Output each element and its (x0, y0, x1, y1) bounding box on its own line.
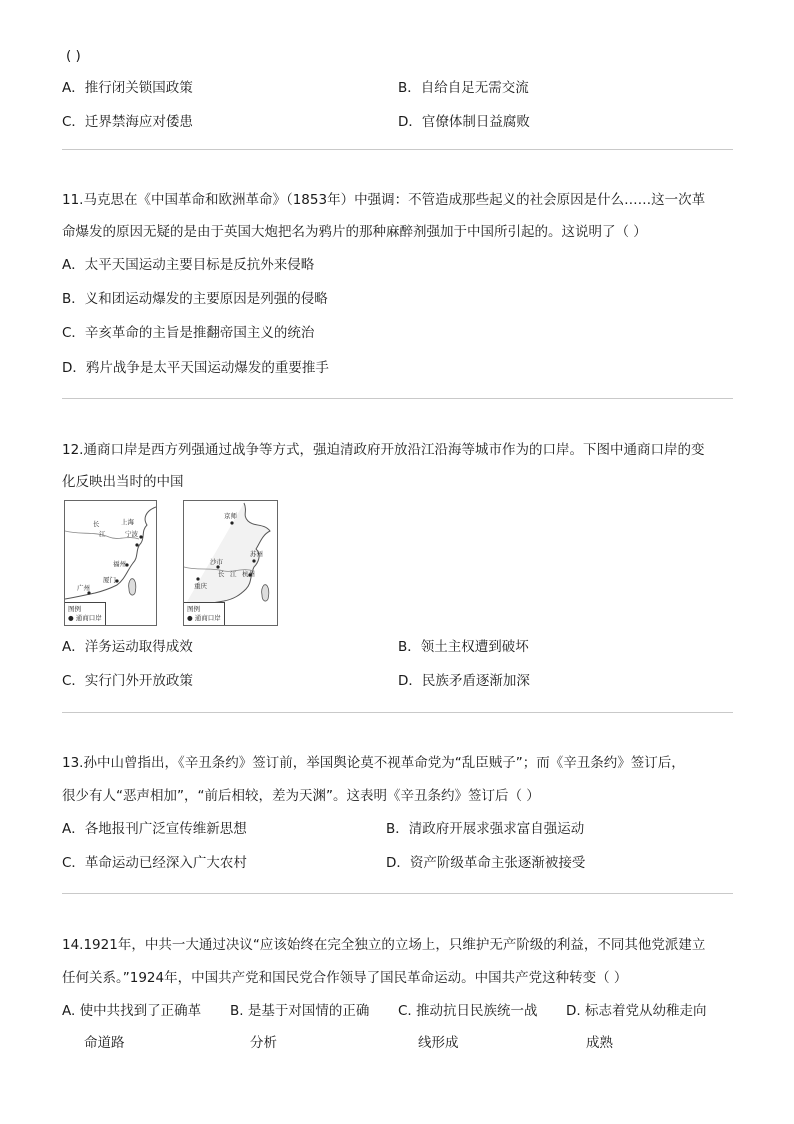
q14-option-c-line1[interactable]: C. 推动抗日民族统一战 (398, 1003, 538, 1019)
map1-label-jiang: 江 (99, 530, 106, 538)
q11-option-a[interactable]: A．太平天国运动主要目标是反抗外来侵略 (62, 257, 315, 273)
divider (62, 712, 733, 713)
q13-stem-line1: 13.孙中山曾指出，《辛丑条约》签订前，举国舆论莫不视革命党为“乱臣贼子”；而《辛丑条约》签订后， (62, 755, 685, 771)
q14-option-d-line2[interactable]: 成熟 (586, 1035, 613, 1051)
q12-stem-line1: 12.通商口岸是西方列强通过战争等方式，强迫清政府开放沿江沿海等城市作为的口岸。下图中通商口岸的变 (62, 442, 705, 458)
q12-option-a[interactable]: A．洋务运动取得成效 (62, 639, 193, 655)
map2-legend (184, 602, 225, 625)
q14-option-a-line1[interactable]: A. 使中共找到了正确革 (62, 1003, 202, 1019)
map-treaty-ports-after (183, 500, 278, 626)
map1-legend-item: ● 通商口岸 (68, 614, 102, 622)
map2-label-jingshi: 京师 (224, 512, 237, 520)
map2-legend-title: 图例 (187, 605, 200, 613)
q14-option-a-line2[interactable]: 命道路 (84, 1035, 125, 1051)
q12-option-d[interactable]: D．民族矛盾逐渐加深 (398, 673, 530, 689)
map2-label-jiang: 江 (230, 570, 237, 578)
map1-label-xiamen: 厦门 (103, 576, 116, 584)
q10-option-b[interactable]: B．自给自足无需交流 (398, 80, 529, 96)
q10-paren: ( ) (66, 48, 81, 64)
q11-option-c[interactable]: C．辛亥革命的主旨是推翻帝国主义的统治 (62, 325, 315, 341)
q13-option-a[interactable]: A．各地报刊广泛宣传维新思想 (62, 821, 247, 837)
q13-option-c[interactable]: C．革命运动已经深入广大农村 (62, 855, 247, 871)
q14-stem-line2: 任何关系。”1924年，中国共产党和国民党合作领导了国民革命运动。中国共产党这种转变（ ） (62, 970, 628, 986)
map2-label-shashi: 沙市 (210, 558, 223, 566)
q10-option-c[interactable]: C．迁界禁海应对倭患 (62, 114, 193, 130)
q12-option-b[interactable]: B．领土主权遭到破坏 (398, 639, 529, 655)
q13-option-b[interactable]: B．清政府开展求强求富自强运动 (386, 821, 585, 837)
map2-label-chongqing: 重庆 (194, 582, 207, 590)
q14-option-b-line1[interactable]: B. 是基于对国情的正确 (230, 1003, 370, 1019)
q10-option-a[interactable]: A．推行闭关锁国政策 (62, 80, 193, 96)
q12-stem-line2: 化反映出当时的中国 (62, 474, 184, 490)
q14-option-d-line1[interactable]: D. 标志着党从幼稚走向 (566, 1003, 707, 1019)
q13-option-d[interactable]: D．资产阶级革命主张逐渐被接受 (386, 855, 586, 871)
q13-stem-line2: 很少有人“恶声相加”，“前后相较，差为天渊”。这表明《辛丑条约》签订后（ ） (62, 788, 540, 804)
q10-option-d[interactable]: D．官僚体制日益腐败 (398, 114, 530, 130)
divider (62, 893, 733, 894)
q14-stem-line1: 14.1921年，中共一大通过决议“应该始终在完全独立的立场上，只维护无产阶级的利益，不同其他党派建立 (62, 937, 706, 953)
map1-label-shanghai: 上海 (121, 518, 134, 526)
map1-label-ningbo: 宁波 (125, 530, 138, 538)
q11-stem-line1: 11.马克思在《中国革命和欧洲革命》（1853年）中强调：不管造成那些起义的社会原因是什么……这一次革 (62, 192, 706, 208)
map2-legend-item: ● 通商口岸 (187, 614, 221, 622)
q11-option-b[interactable]: B．义和团运动爆发的主要原因是列强的侵略 (62, 291, 328, 307)
map2-label-hangzhou: 杭州 (242, 570, 255, 578)
map1-label-guangzhou: 广州 (77, 584, 90, 592)
map2-label-chang: 长 (218, 570, 225, 578)
q12-option-c[interactable]: C．实行门外开放政策 (62, 673, 193, 689)
map1-label-chang: 长 (93, 520, 100, 528)
q11-stem-line2: 命爆发的原因无疑的是由于英国大炮把名为鸦片的那种麻醉剂强加于中国所引起的。这说明了（ ） (62, 224, 647, 240)
q14-option-c-line2[interactable]: 线形成 (418, 1035, 459, 1051)
q11-option-d[interactable]: D．鸦片战争是太平天国运动爆发的重要推手 (62, 360, 329, 376)
map-treaty-ports-before (64, 500, 157, 626)
map1-legend-title: 图例 (68, 605, 81, 613)
divider (62, 398, 733, 399)
map2-label-suzhou: 苏州 (250, 550, 263, 558)
divider (62, 149, 733, 150)
q14-option-b-line2[interactable]: 分析 (250, 1035, 277, 1051)
map1-legend (65, 602, 106, 625)
map1-label-fuzhou: 福州 (113, 560, 126, 568)
